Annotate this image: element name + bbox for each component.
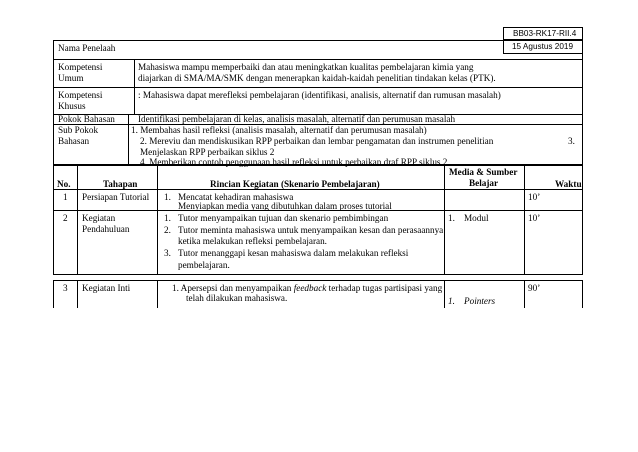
row-3-rincian-2: telah dilakukan mahasiswa. (186, 293, 288, 303)
col-media: Media & Sumber (449, 167, 518, 177)
col-tahapan: Tahapan (103, 179, 138, 189)
date-text: 15 Agustus 2019 (512, 42, 574, 51)
row-3-media: Pointers (464, 296, 496, 306)
row-3-media-num: 1. (448, 296, 455, 306)
row-2-item-1-num: 1. (164, 213, 171, 223)
row-2-item-1: Tutor menyampaikan tujuan dan skenario pembimbingan (178, 213, 389, 223)
pokok-bahasan-label: Pokok Bahasan (58, 114, 115, 124)
row-2-tahapan-2: Pendahuluan (82, 224, 130, 234)
row-2-no: 2 (63, 213, 68, 223)
row-1-rincian-2: Menyiapkan media yang dibutuhkan dalam proses tutorial (178, 201, 392, 211)
sub-pokok-item-3-num: 3. (568, 136, 575, 146)
kompetensi-umum-label: Kompetensi (58, 62, 103, 72)
doc-code: BB03-RK17-RII.4 (513, 29, 577, 38)
kompetensi-khusus-label-2: Khusus (58, 101, 86, 111)
row-2-media-num: 1. (448, 213, 455, 223)
kompetensi-umum-text: Mahasiswa mampu memperbaiki dan atau meningkatkan kualitas pembelajaran kimia yang (138, 62, 474, 72)
sub-pokok-item-1: 1. Membahas hasil refleksi (analisis masalah, alternatif dan perumusan masalah) (131, 125, 427, 135)
row-2-item-3-cont: pembelajaran. (178, 260, 230, 270)
sub-pokok-label-2: Bahasan (58, 136, 90, 146)
sub-pokok-item-3: Menjelaskan RPP perbaikan siklus 2 (140, 147, 275, 157)
row-2-item-3-num: 3. (164, 248, 171, 258)
row-2-item-3: Tutor menanggapi kesan mahasiswa dalam melakukan refleksi (178, 248, 409, 258)
sub-pokok-item-4: 4. Memberikan contoh penggunaan hasil refleksi untuk perbaikan draf RPP siklus 2 (140, 157, 448, 167)
row-2-item-2-num: 2. (164, 225, 171, 235)
row-3-rincian-1b: terhadap tugas partisipasi yang (328, 283, 443, 293)
row-3-rincian-1a: 1. Apersepsi dan menyampaikan (172, 283, 292, 293)
kompetensi-khusus-text: : Mahasiswa dapat merefleksi pembelajaran (identifikasi, analisis, alternatif dan rumusan masalah) (138, 90, 501, 100)
col-waktu: Waktu (555, 179, 582, 189)
penelaah-label: Nama Penelaah (58, 43, 116, 53)
row-2-item-2-cont: ketika melakukan refleksi pembelajaran. (178, 236, 327, 246)
kompetensi-umum-text-2: diajarkan di SMA/MA/SMK dengan menerapkan kaidah-kaidah penelitian tindakan kelas (PTK). (138, 73, 496, 83)
row-3-top-border (53, 280, 583, 281)
row-3-tahapan: Kegiatan Inti (82, 283, 131, 293)
col-no: No. (57, 179, 71, 189)
row-2-media: Modul (464, 213, 489, 223)
col-rincian: Rincian Kegiatan (Skenario Pembelajaran) (210, 179, 380, 189)
row-2-tahapan: Kegiatan (82, 213, 116, 223)
row-1-rincian-num: 1. (164, 192, 171, 202)
row-1-tahapan: Persiapan Tutorial (82, 192, 150, 202)
kompetensi-umum-label-2: Umum (58, 73, 84, 83)
pokok-bahasan-text: Identifikasi pembelajaran di kelas, analisis masalah, alternatif dan perumusan masalah (138, 114, 456, 124)
row-1-rincian-1: Mencatat kehadiran mahasiswa (178, 192, 294, 202)
row-2-item-2: Tutor meminta mahasiswa untuk menyampaikan kesan dan perasaannya (178, 225, 444, 235)
sub-pokok-item-2: 2. Mereviu dan mendiskusikan RPP perbaikan dan lembar pengamatan dan instrumen penelitian (140, 136, 494, 146)
row-3-no: 3 (63, 283, 68, 293)
sub-pokok-label: Sub Pokok (58, 125, 99, 135)
row-3-waktu: 90’ (528, 283, 541, 293)
row-2-waktu: 10’ (528, 213, 541, 223)
row-3-rincian-feedback: feedback (293, 283, 327, 293)
row-1-waktu: 10’ (528, 192, 541, 202)
row-1-no: 1 (63, 192, 68, 202)
col-media-2: Belajar (469, 178, 499, 188)
kompetensi-khusus-label: Kompetensi (58, 90, 103, 100)
